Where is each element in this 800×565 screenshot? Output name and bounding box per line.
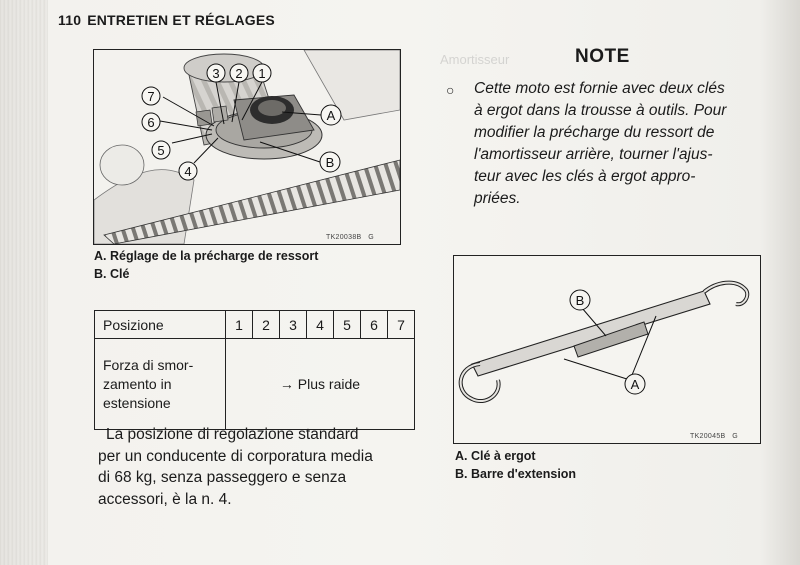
callout-5-label: 5 bbox=[157, 143, 165, 158]
callout-7 bbox=[142, 87, 160, 105]
figure-code-text: TK20038B bbox=[326, 234, 362, 241]
position-cell: 7 bbox=[388, 311, 415, 339]
position-cell: 3 bbox=[280, 311, 307, 339]
page-edge-shadow bbox=[0, 0, 48, 565]
position-cell: 5 bbox=[334, 311, 361, 339]
damping-position-table bbox=[94, 310, 415, 430]
caption-a: A. Réglage de la précharge de ressort bbox=[94, 249, 319, 263]
callout-2-label: 2 bbox=[235, 66, 243, 81]
figure2-captions bbox=[455, 447, 576, 483]
note-line: priées. bbox=[474, 190, 521, 207]
note-line: l'amortisseur arrière, tourner l'ajus- bbox=[474, 146, 713, 163]
note-line: à ergot dans la trousse à outils. Pour bbox=[474, 102, 727, 119]
note-line: modifier la précharge du ressort de bbox=[474, 124, 715, 141]
caption-a: A. Clé à ergot bbox=[455, 449, 536, 463]
force-label bbox=[95, 339, 226, 430]
callout-5 bbox=[152, 141, 170, 159]
bleed-through-text: Amortisseur bbox=[440, 52, 510, 67]
figure-code-suffix: G bbox=[732, 433, 738, 440]
table-row bbox=[95, 311, 415, 339]
callout-6-label: 6 bbox=[147, 115, 155, 130]
paragraph-line: di 68 kg, senza passeggero e senza bbox=[98, 469, 347, 486]
section-title: ENTRETIEN ET RÉGLAGES bbox=[87, 12, 275, 28]
position-cell: 6 bbox=[361, 311, 388, 339]
callout-3 bbox=[207, 64, 225, 82]
caption-b: B. Clé bbox=[94, 267, 130, 281]
paragraph-line: La posizione di regolazione standard bbox=[106, 426, 359, 443]
note-line: teur avec les clés à ergot appro- bbox=[474, 168, 696, 185]
callout-a bbox=[625, 374, 645, 394]
figure-code-text: TK20045B bbox=[690, 433, 726, 440]
callout-7-label: 7 bbox=[147, 89, 155, 104]
force-label-line: estensione bbox=[103, 394, 171, 411]
callout-b-label: B bbox=[325, 155, 335, 170]
figure-code-suffix: G bbox=[368, 234, 374, 241]
note-title: NOTE bbox=[575, 46, 630, 67]
figure-code bbox=[326, 234, 374, 241]
table-row bbox=[95, 339, 415, 430]
callout-4 bbox=[179, 162, 197, 180]
paragraph-line: accessori, è la n. 4. bbox=[98, 490, 232, 508]
position-cell: 2 bbox=[253, 311, 280, 339]
callout-4-label: 4 bbox=[184, 164, 192, 179]
callout-3-label: 3 bbox=[212, 66, 220, 81]
force-label-line: Forza di smor- bbox=[103, 356, 194, 373]
figure-code bbox=[690, 433, 738, 440]
figure1-captions bbox=[94, 247, 318, 283]
page-header bbox=[58, 12, 275, 28]
shock-preload-drawing bbox=[94, 50, 400, 244]
callout-a-label: A bbox=[326, 108, 336, 123]
force-label-line: zamento in bbox=[103, 375, 172, 392]
position-cell: 4 bbox=[307, 311, 334, 339]
page-number: 110 bbox=[58, 12, 82, 28]
hook-wrench-drawing bbox=[454, 256, 760, 443]
callout-2 bbox=[230, 64, 248, 82]
adjuster-illustration bbox=[93, 49, 401, 245]
position-label: Posizione bbox=[95, 311, 226, 339]
callout-b bbox=[570, 290, 590, 310]
circle-bullet-icon: ○ bbox=[446, 82, 455, 98]
callout-6 bbox=[142, 113, 160, 131]
callout-1 bbox=[253, 64, 271, 82]
note-line: Cette moto est fornie avec deux clés bbox=[474, 80, 725, 97]
callout-b-label: B bbox=[575, 293, 585, 308]
standard-setting-paragraph bbox=[98, 424, 418, 510]
wrench-illustration bbox=[453, 255, 761, 444]
caption-b: B. Barre d'extension bbox=[455, 467, 577, 481]
callout-a bbox=[321, 105, 341, 125]
position-cell: 1 bbox=[226, 311, 253, 339]
paragraph-line: per un conducente di corporatura media bbox=[98, 447, 373, 465]
callout-1-label: 1 bbox=[258, 66, 266, 81]
callout-a-label: A bbox=[630, 377, 640, 392]
callout-b bbox=[320, 152, 340, 172]
force-value: → Plus raide bbox=[226, 339, 415, 430]
